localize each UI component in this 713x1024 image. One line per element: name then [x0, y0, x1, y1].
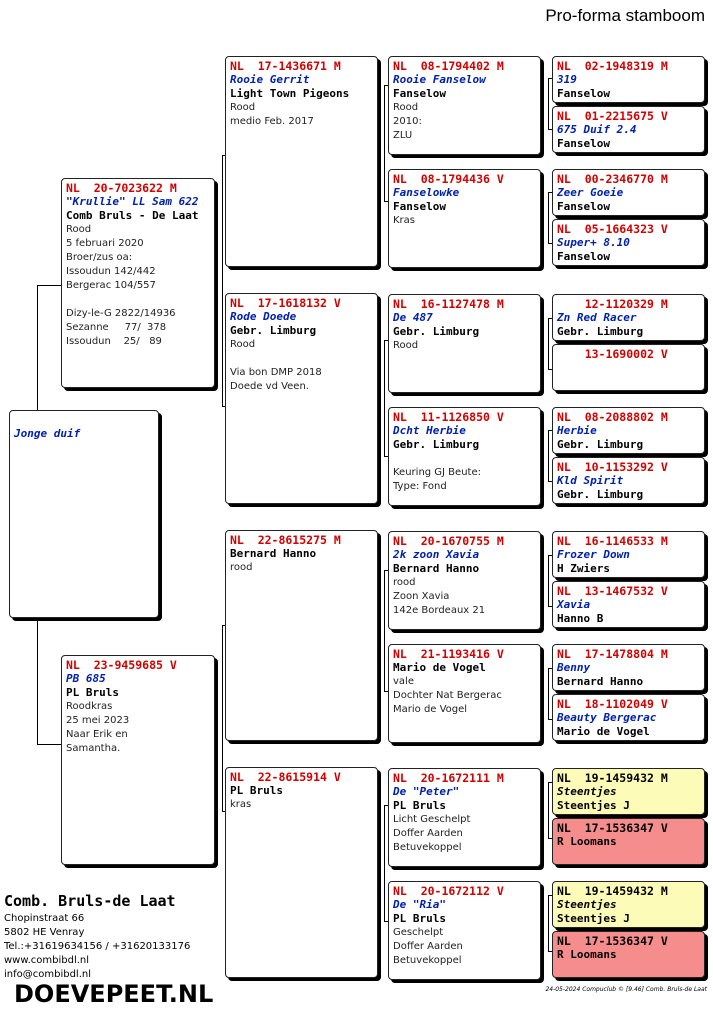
- owner-name: PL Bruls: [393, 799, 446, 812]
- ring-number: NL 20-1672111 M: [393, 771, 504, 785]
- ancestor-mfm-card[interactable]: [388, 644, 541, 743]
- address-line: Chopinstraat 66: [4, 913, 85, 924]
- info-line: Betuvekoppel: [393, 955, 462, 966]
- ring-number: NL 21-1193416 V: [393, 647, 504, 661]
- breeder-name: Comb. Bruls-de Laat: [4, 892, 176, 910]
- info-line: Rood: [230, 102, 256, 113]
- email-link[interactable]: info@combibdl.nl: [4, 969, 92, 980]
- ring-number: NL 23-9459685 V: [66, 658, 177, 672]
- info-line: rood: [393, 577, 416, 588]
- ancestor-mff-card[interactable]: [388, 531, 541, 630]
- grandmother-maternal-card[interactable]: [225, 767, 378, 978]
- grandmother-paternal-card[interactable]: [225, 293, 378, 504]
- ancestor-g5-card[interactable]: [552, 531, 705, 578]
- ancestor-g5-card[interactable]: [552, 169, 705, 216]
- info-line: Doede vd Veen.: [230, 381, 309, 392]
- owner-name: Fanselow: [393, 200, 446, 213]
- ring-number: NL 13-1467532 V: [557, 584, 668, 598]
- pigeon-name: Steentjes: [557, 898, 617, 911]
- owner-name: Bernard Hanno: [393, 562, 480, 575]
- pigeon-name: 675 Duif 2.4: [557, 123, 637, 136]
- info-line: Bergerac 104/557: [66, 280, 156, 291]
- pigeon-name: Herbie: [557, 424, 597, 437]
- ring-number: NL 00-2346770 M: [557, 172, 668, 186]
- ring-number: NL 16-1146533 M: [557, 534, 668, 548]
- owner-name: Comb Bruls - De Laat: [66, 209, 199, 222]
- info-line: ZLU: [393, 130, 413, 141]
- pigeon-name: Xavia: [557, 598, 591, 611]
- owner-name: Gebr. Limburg: [557, 325, 644, 338]
- info-line: vale: [393, 676, 414, 687]
- info-line: Via bon DMP 2018: [230, 367, 322, 378]
- info-line: Doffer Aarden: [393, 941, 463, 952]
- owner-name: R Loomans: [557, 948, 617, 961]
- pigeon-name: PB 685: [66, 672, 106, 685]
- pigeon-name: Zeer Goeie: [557, 186, 624, 199]
- info-line: Dochter Nat Bergerac: [393, 690, 502, 701]
- ancestor-g5-card[interactable]: [552, 694, 705, 741]
- mother-card[interactable]: [61, 655, 215, 865]
- ring-number: NL 20-1670755 M: [393, 534, 504, 548]
- pigeon-name: De "Peter": [393, 785, 460, 798]
- ancestor-fff-card[interactable]: [388, 56, 541, 155]
- ring-number: NL 19-1459432 M: [557, 884, 668, 898]
- pigeon-name: Dcht Herbie: [393, 424, 466, 437]
- brand-logo: DOEVEPEET.NL: [14, 980, 214, 1008]
- page-title: Pro-forma stamboom: [545, 6, 705, 25]
- ring-number: NL 17-1618132 V: [230, 296, 341, 310]
- info-line: medio Feb. 2017: [230, 116, 314, 127]
- ancestor-g5-card[interactable]: [552, 581, 705, 628]
- ring-number: NL 17-1436671 M: [230, 59, 341, 73]
- owner-name: Steentjes J: [557, 912, 630, 925]
- info-line: Samantha.: [66, 743, 121, 754]
- ring-number: NL 16-1127478 M: [393, 297, 504, 311]
- ring-number: NL 20-1672112 V: [393, 884, 504, 898]
- pigeon-name: Zn Red Racer: [557, 311, 637, 324]
- ancestor-g5-card[interactable]: [552, 106, 705, 153]
- pigeon-name: Rooie Fanselow: [393, 73, 486, 86]
- owner-name: Gebr. Limburg: [393, 325, 480, 338]
- info-line: Zoon Xavia: [393, 591, 450, 602]
- ancestor-g5-card[interactable]: [552, 644, 705, 691]
- ring-number: NL 11-1126850 V: [393, 410, 504, 424]
- ancestor-g5-card[interactable]: [552, 219, 705, 266]
- owner-name: Fanselow: [393, 87, 446, 100]
- owner-name: PL Bruls: [393, 912, 446, 925]
- info-line: Rood: [393, 340, 419, 351]
- ancestor-g5-card[interactable]: [552, 768, 705, 815]
- ring-number: NL 10-1153292 V: [557, 460, 668, 474]
- ancestor-ffm-card[interactable]: [388, 169, 541, 268]
- pigeon-name: Rooie Gerrit: [230, 73, 310, 86]
- phone-line: Tel.:+31619634156 / +31620133176: [4, 941, 191, 952]
- pigeon-name: 319: [557, 73, 577, 86]
- grandfather-maternal-card[interactable]: [225, 530, 378, 741]
- info-line: 5 februari 2020: [66, 238, 144, 249]
- owner-name: Fanselow: [557, 137, 610, 150]
- pigeon-name: Beauty Bergerac: [557, 711, 657, 724]
- owner-name: Bernard Hanno: [557, 675, 644, 688]
- ring-number: NL 17-1536347 V: [557, 934, 668, 948]
- info-line: Keuring GJ Beute:: [393, 467, 481, 478]
- grandfather-paternal-card[interactable]: [225, 56, 378, 267]
- info-line: Kras: [393, 215, 416, 226]
- owner-name: R Loomans: [557, 835, 617, 848]
- owner-name: Mario de Vogel: [557, 725, 650, 738]
- ring-number: NL 17-1536347 V: [557, 821, 668, 835]
- ring-number: NL 08-1794436 V: [393, 172, 504, 186]
- owner-name: Gebr. Limburg: [557, 488, 644, 501]
- ancestor-g5-card[interactable]: [552, 931, 705, 978]
- owner-name: Fanselow: [557, 250, 610, 263]
- owner-name: Hanno B: [557, 612, 604, 625]
- pigeon-name: De "Ria": [393, 898, 446, 911]
- pigeon-name: 2k zoon Xavia: [393, 548, 480, 561]
- subject-card[interactable]: [9, 410, 159, 618]
- ring-number: NL 02-1948319 M: [557, 59, 668, 73]
- subject-name: Jonge duif: [14, 427, 81, 440]
- info-line: Issoudun 25/ 89: [66, 336, 162, 347]
- pigeon-name: Steentjes: [557, 785, 617, 798]
- owner-name: PL Bruls: [230, 784, 283, 797]
- ring-number: 13-1690002 V: [557, 347, 668, 361]
- ring-number: NL 01-2215675 V: [557, 109, 668, 123]
- ring-number: NL 08-1794402 M: [393, 59, 504, 73]
- owner-name: Gebr. Limburg: [393, 438, 480, 451]
- info-line: Naar Erik en: [66, 729, 128, 740]
- ancestor-g5-card[interactable]: [552, 818, 705, 865]
- ring-number: NL 18-1102049 V: [557, 697, 668, 711]
- pigeon-name: Rode Doede: [230, 310, 297, 323]
- father-card[interactable]: [61, 178, 215, 388]
- ancestor-g5-card[interactable]: [552, 344, 705, 391]
- info-line: Betuvekoppel: [393, 842, 462, 853]
- ring-number: NL 17-1478804 M: [557, 647, 668, 661]
- ancestor-g5-card[interactable]: [552, 56, 705, 103]
- pigeon-name: "Krullie" LL Sam 622: [66, 195, 199, 208]
- info-line: Doffer Aarden: [393, 828, 463, 839]
- info-line: Type: Fond: [393, 481, 447, 492]
- pigeon-name: Kld Spirit: [557, 474, 624, 487]
- pigeon-name: De 487: [393, 311, 433, 324]
- ancestor-fmf-card[interactable]: [388, 294, 541, 393]
- website-link[interactable]: www.combibdl.nl: [4, 955, 90, 966]
- owner-name: PL Bruls: [66, 686, 119, 699]
- info-line: Geschelpt: [393, 927, 444, 938]
- info-line: Rood: [66, 224, 92, 235]
- ring-number: NL 22-8615275 M: [230, 533, 341, 547]
- info-line: Roodkras: [66, 701, 113, 712]
- info-line: Mario de Vogel: [393, 704, 468, 715]
- pigeon-name: Super+ 8.10: [557, 236, 630, 249]
- info-line: 142e Bordeaux 21: [393, 605, 486, 616]
- info-line: Broer/zus oa:: [66, 252, 133, 263]
- owner-name: H Zwiers: [557, 562, 610, 575]
- breeder-contact: [4, 912, 190, 982]
- ring-number: NL 19-1459432 M: [557, 771, 668, 785]
- ring-number: NL 20-7023622 M: [66, 181, 177, 195]
- owner-name: Gebr. Limburg: [557, 438, 644, 451]
- owner-name: Bernard Hanno: [230, 547, 317, 560]
- info-line: Rood: [230, 339, 256, 350]
- ring-number: NL 22-8615914 V: [230, 770, 341, 784]
- info-line: Issoudun 142/442: [66, 266, 156, 277]
- ancestor-fmm-card[interactable]: [388, 407, 541, 506]
- pigeon-name: Frozer Down: [557, 548, 630, 561]
- ring-number: NL 05-1664323 V: [557, 222, 668, 236]
- info-line: 2010:: [393, 116, 422, 127]
- info-line: kras: [230, 799, 252, 810]
- owner-name: Fanselow: [557, 87, 610, 100]
- ring-number: 12-1120329 M: [557, 297, 668, 311]
- ancestor-mmm-card[interactable]: [388, 881, 541, 980]
- owner-name: Mario de Vogel: [393, 661, 486, 674]
- info-line: Dizy-le-G 2822/14936: [66, 308, 176, 319]
- info-line: 25 mei 2023: [66, 715, 130, 726]
- info-line: Licht Geschelpt: [393, 814, 471, 825]
- ancestor-g5-card[interactable]: [552, 881, 705, 928]
- owner-name: Gebr. Limburg: [230, 324, 317, 337]
- info-line: Sezanne 77/ 378: [66, 322, 167, 333]
- ancestor-g5-card[interactable]: [552, 407, 705, 454]
- pigeon-name: Fanselowke: [393, 186, 460, 199]
- ancestor-g5-card[interactable]: [552, 294, 705, 341]
- info-line: Rood: [393, 102, 419, 113]
- info-line: rood: [230, 562, 253, 573]
- ancestor-mmf-card[interactable]: [388, 768, 541, 867]
- print-credit: 24-05-2024 Compuclub © [9.46] Comb. Bruls-de Laat: [545, 986, 707, 993]
- pigeon-name: Benny: [557, 661, 591, 674]
- owner-name: Light Town Pigeons: [230, 87, 350, 100]
- owner-name: Fanselow: [557, 200, 610, 213]
- ring-number: NL 08-2088802 M: [557, 410, 668, 424]
- ancestor-g5-card[interactable]: [552, 457, 705, 504]
- owner-name: Steentjes J: [557, 799, 630, 812]
- postal-line: 5802 HE Venray: [4, 927, 85, 938]
